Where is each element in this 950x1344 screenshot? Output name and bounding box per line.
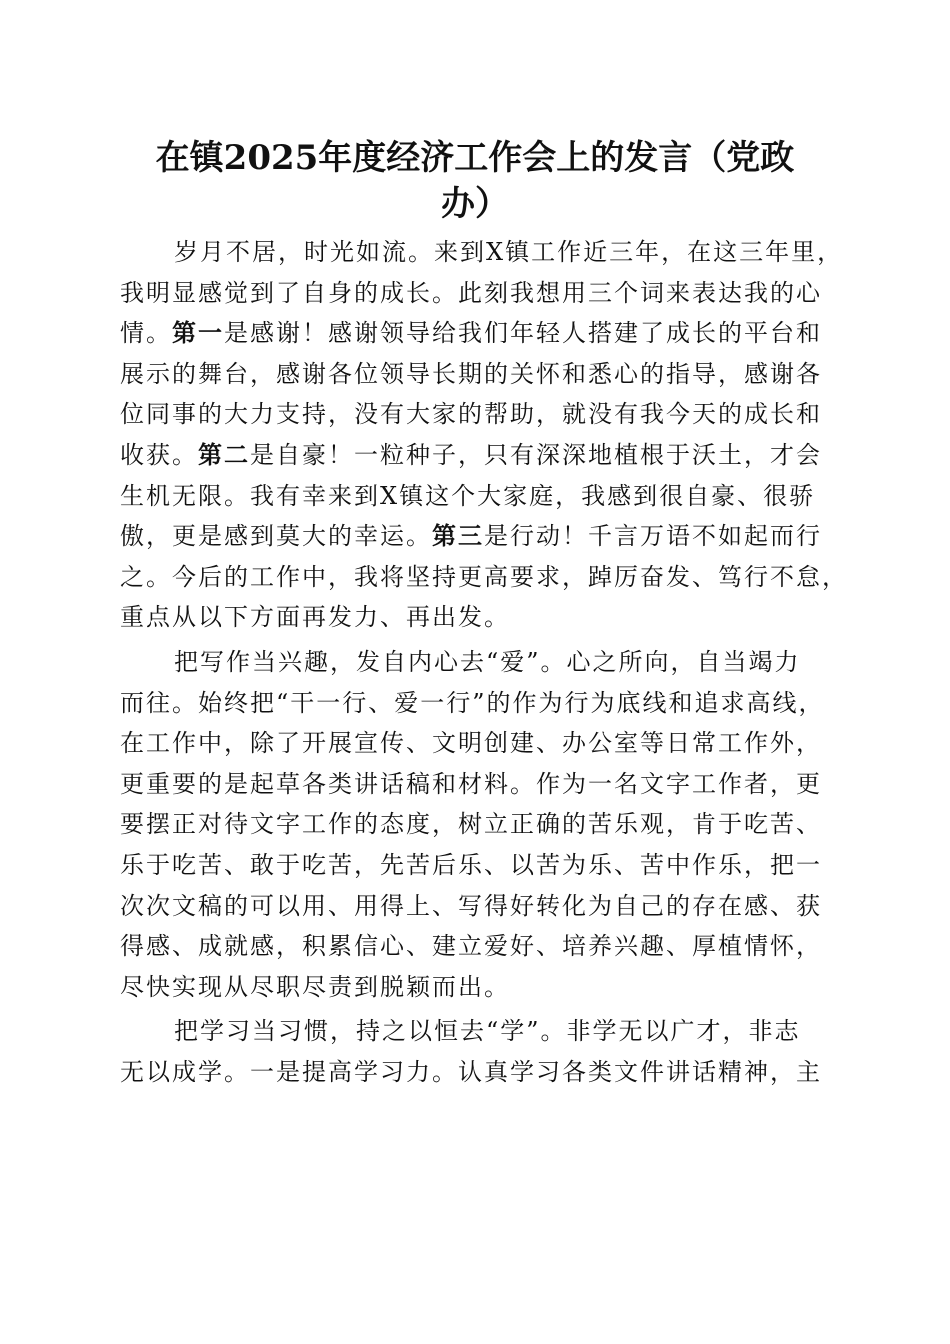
emphasis-third: 第三 bbox=[432, 521, 484, 551]
text-line: 岁月不居，时光如流。来到X镇工作近三年，在这三年里， bbox=[174, 238, 844, 266]
text-line: 重点从以下方面再发力、再出发。 bbox=[120, 603, 510, 632]
text-line: 展示的舞台，感谢各位领导长期的关怀和悉心的指导，感谢各 bbox=[120, 359, 822, 388]
text-line: 把写作当兴趣，发自内心去“爱”。心之所向，自当竭力 bbox=[174, 647, 801, 676]
text-line: 得感、成就感，积累信心、建立爱好、培养兴趣、厚植情怀， bbox=[120, 932, 822, 961]
text-line: 傲，更是感到莫大的幸运。第三是行动！千言万语不如起而行 bbox=[120, 521, 822, 551]
text-line: 位同事的大力支持，没有大家的帮助，就没有我今天的成长和 bbox=[120, 400, 822, 429]
emphasis-second: 第二 bbox=[198, 439, 250, 469]
text-line: 我明显感觉到了自身的成长。此刻我想用三个词来表达我的心 bbox=[120, 278, 822, 307]
text-line: 把学习当习惯，持之以恒去“学”。非学无以广才，非志 bbox=[174, 1017, 801, 1046]
document-body bbox=[120, 232, 848, 1092]
text-line: 要摆正对待文字工作的态度，树立正确的苦乐观，肯于吃苦、 bbox=[120, 810, 822, 839]
title-line-1: 在镇2025年度经济工作会上的发言（党政 bbox=[155, 138, 795, 178]
text-line: 而往。始终把“干一行、爱一行”的作为行为底线和追求高线， bbox=[120, 688, 825, 717]
text-line: 在工作中，除了开展宣传、文明创建、办公室等日常工作外， bbox=[120, 729, 822, 758]
text-line: 生机无限。我有幸来到X镇这个大家庭，我感到很自豪、很骄 bbox=[120, 481, 816, 510]
text-line: 尽快实现从尽职尽责到脱颖而出。 bbox=[120, 972, 510, 1001]
text-line: 情。第一是感谢！感谢领导给我们年轻人搭建了成长的平台和 bbox=[120, 318, 822, 348]
text-line: 收获。第二是自豪！一粒种子，只有深深地植根于沃土，才会 bbox=[120, 439, 822, 469]
text-line: 之。今后的工作中，我将坚持更高要求，踔厉奋发、笃行不怠， bbox=[120, 562, 848, 591]
title-line-2: 办） bbox=[441, 184, 509, 224]
text-line: 次次文稿的可以用、用得上、写得好转化为自己的存在感、获 bbox=[120, 891, 822, 920]
paragraph-1 bbox=[120, 232, 848, 638]
page-title bbox=[120, 135, 830, 227]
text-line: 乐于吃苦、敢于吃苦，先苦后乐、以苦为乐、苦中作乐，把一 bbox=[120, 850, 822, 879]
paragraph-2 bbox=[120, 642, 832, 1007]
text-line: 更重要的是起草各类讲话稿和材料。作为一名文字工作者，更 bbox=[120, 769, 822, 798]
text-line: 无以成学。一是提高学习力。认真学习各类文件讲话精神，主 bbox=[120, 1057, 822, 1086]
emphasis-first: 第一 bbox=[172, 318, 224, 348]
paragraph-3 bbox=[120, 1011, 832, 1092]
